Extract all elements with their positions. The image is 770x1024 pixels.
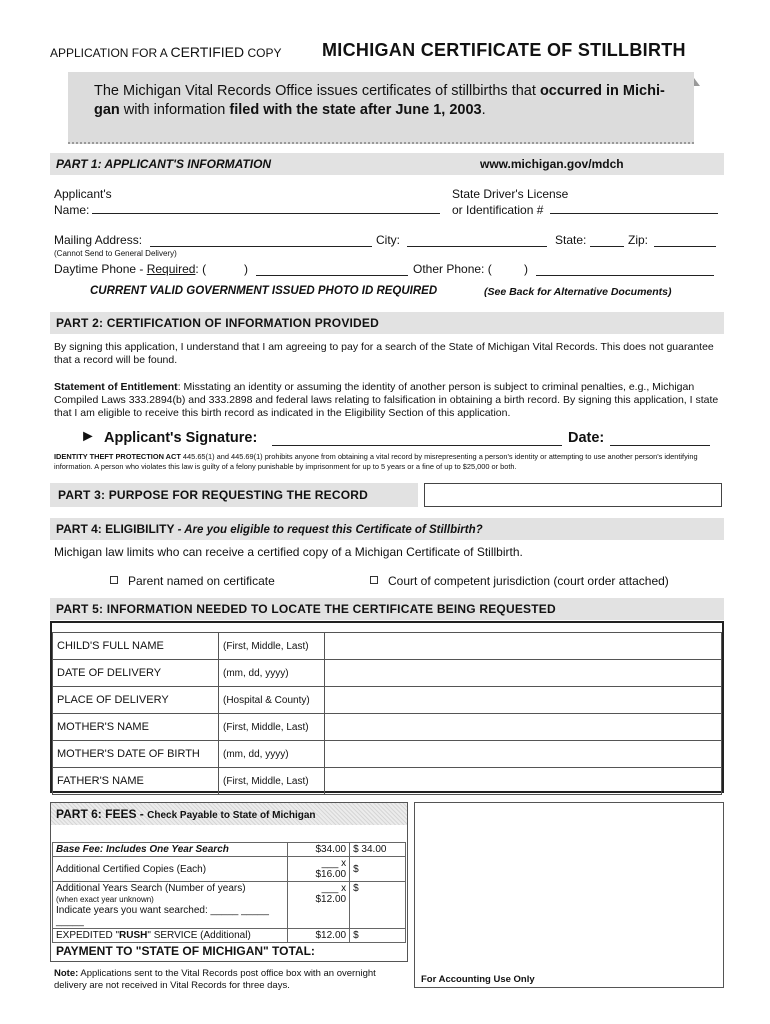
daytime-phone-field[interactable] bbox=[256, 262, 408, 276]
form-title: MICHIGAN CERTIFICATE OF STILLBIRTH bbox=[322, 40, 686, 60]
part2-header bbox=[50, 312, 724, 334]
years-indicate: Indicate years you want searched: _____ _____ _____ bbox=[56, 905, 269, 927]
locate-field-label: MOTHER'S NAME bbox=[53, 714, 219, 741]
license-field[interactable] bbox=[550, 200, 718, 214]
part4-title-wrap bbox=[56, 522, 483, 536]
daytime-phone-label bbox=[54, 262, 206, 276]
table-row bbox=[53, 687, 722, 714]
rush-word: RUSH bbox=[119, 930, 148, 941]
locate-field-hint: (mm, dd, yyyy) bbox=[219, 660, 325, 687]
years-fee: ___ x $12.00 bbox=[288, 882, 350, 929]
locate-field-input[interactable] bbox=[325, 714, 722, 741]
checkbox-court[interactable] bbox=[370, 576, 378, 584]
subtitle-prefix: APPLICATION FOR A bbox=[50, 46, 168, 60]
table-row bbox=[53, 633, 722, 660]
date-field[interactable] bbox=[610, 431, 710, 446]
part4-title: PART 4: ELIGIBILITY bbox=[56, 522, 175, 536]
state-field[interactable] bbox=[590, 233, 624, 247]
city-field[interactable] bbox=[407, 233, 547, 247]
fee-row-years bbox=[53, 882, 406, 929]
locate-table-wrap bbox=[50, 621, 724, 793]
name-label-line2: Name: bbox=[54, 203, 90, 217]
subtitle-emphasis: CERTIFIED bbox=[170, 44, 245, 60]
signature-label: Applicant's Signature: bbox=[104, 430, 258, 446]
applicant-name-field[interactable] bbox=[92, 200, 440, 214]
years-note: (when exact year unknown) bbox=[56, 895, 154, 904]
base-fee-total: $ 34.00 bbox=[350, 843, 406, 857]
base-fee-value: $34.00 bbox=[288, 843, 350, 857]
certification-paragraph: By signing this application, I understand that I am agreeing to pay for a search of the State of Michigan Vital Records. This does not guarantee that a record will be found. bbox=[54, 341, 714, 366]
part3-title: PART 3: PURPOSE FOR REQUESTING THE RECORD bbox=[58, 488, 369, 502]
banner-bold-2: filed with the state after June 1, 2003 bbox=[229, 102, 482, 118]
banner-text-1: The Michigan Vital Records Office issues certificates of stillbirths that bbox=[94, 83, 540, 99]
option-court-label: Court of competent jurisdiction (court order attached) bbox=[388, 574, 669, 588]
copies-label: Additional Certified Copies (Each) bbox=[53, 857, 288, 882]
years-label-cell bbox=[53, 882, 288, 929]
city-label: City: bbox=[376, 233, 400, 247]
table-row bbox=[53, 714, 722, 741]
state-label: State: bbox=[555, 233, 587, 247]
base-fee-label: Base Fee: Includes One Year Search bbox=[53, 843, 288, 857]
fee-row-rush bbox=[53, 929, 406, 943]
part6-title: PART 6: FEES - bbox=[56, 807, 148, 821]
banner-bold-1: occurred in Michi-gan bbox=[94, 83, 665, 118]
itpa-text: 445.65(1) and 445.69(1) prohibits anyone from obtaining a vital record by misrepresenting a person's identity or attempting to use another person's identifying information. A person who violates this law is guilty of a felony punishable by imprisonment for up to 5 years or a fine of up to $25,000 or both. bbox=[54, 452, 698, 471]
paren-close: ) bbox=[244, 262, 248, 276]
paren-open: : ( bbox=[195, 262, 207, 276]
rush-text-1: EXPEDITED " bbox=[56, 930, 120, 941]
part1-url: www.michigan.gov/mdch bbox=[480, 157, 624, 171]
locate-field-hint: (First, Middle, Last) bbox=[219, 633, 325, 660]
entitlement-paragraph bbox=[54, 381, 720, 420]
fee-row-base bbox=[53, 843, 406, 857]
itpa-label: IDENTITY THEFT PROTECTION ACT bbox=[54, 452, 181, 461]
years-label: Additional Years Search (Number of years) bbox=[56, 883, 246, 894]
locate-field-label: DATE OF DELIVERY bbox=[53, 660, 219, 687]
rush-fee: $12.00 bbox=[288, 929, 350, 943]
see-back-notice: (See Back for Alternative Documents) bbox=[484, 286, 672, 298]
part2-title: PART 2: CERTIFICATION OF INFORMATION PROVIDED bbox=[56, 316, 379, 330]
purpose-field[interactable] bbox=[424, 483, 722, 507]
mailing-address-label: Mailing Address: bbox=[54, 233, 143, 247]
name-label-line1: Applicant's bbox=[54, 187, 112, 201]
rush-total[interactable]: $ bbox=[350, 929, 406, 943]
locate-field-input[interactable] bbox=[325, 633, 722, 660]
note-text: Applications sent to the Vital Records post office box with an overnight delivery are not received in Vital Records for three days. bbox=[54, 968, 376, 991]
other-close: ) bbox=[524, 262, 528, 276]
option-parent-label: Parent named on certificate bbox=[128, 574, 275, 588]
part6-header bbox=[51, 803, 407, 825]
table-row bbox=[53, 741, 722, 768]
table-row bbox=[53, 768, 722, 795]
part5-header bbox=[50, 598, 724, 620]
part1-title: PART 1: APPLICANT'S INFORMATION bbox=[56, 157, 272, 171]
locate-field-input[interactable] bbox=[325, 741, 722, 768]
mailing-note: (Cannot Send to General Delivery) bbox=[54, 249, 177, 258]
identity-theft-notice bbox=[54, 452, 722, 472]
subtitle-suffix: COPY bbox=[247, 46, 282, 60]
locate-field-hint: (First, Middle, Last) bbox=[219, 768, 325, 795]
fee-note bbox=[54, 968, 406, 992]
other-phone-field[interactable] bbox=[536, 262, 714, 276]
locate-table bbox=[52, 632, 722, 795]
form-subtitle bbox=[50, 44, 281, 60]
locate-field-label: PLACE OF DELIVERY bbox=[53, 687, 219, 714]
eligibility-description: Michigan law limits who can receive a certified copy of a Michigan Certificate of Stillbirth. bbox=[54, 545, 523, 559]
accounting-box bbox=[414, 802, 724, 988]
table-row bbox=[53, 660, 722, 687]
years-total[interactable]: $ bbox=[350, 882, 406, 929]
banner-shadow bbox=[694, 78, 700, 86]
arrow-icon: ► bbox=[80, 428, 96, 445]
banner-text bbox=[94, 82, 690, 120]
locate-field-hint: (Hospital & County) bbox=[219, 687, 325, 714]
part4-header bbox=[50, 518, 724, 540]
locate-field-hint: (First, Middle, Last) bbox=[219, 714, 325, 741]
copies-total[interactable]: $ bbox=[350, 857, 406, 882]
locate-field-label: MOTHER'S DATE OF BIRTH bbox=[53, 741, 219, 768]
zip-label: Zip: bbox=[628, 233, 649, 247]
locate-field-label: FATHER'S NAME bbox=[53, 768, 219, 795]
entitlement-label: Statement of Entitlement bbox=[54, 381, 178, 393]
other-phone-label: Other Phone: ( bbox=[413, 262, 492, 276]
locate-field-input[interactable] bbox=[325, 687, 722, 714]
rush-label bbox=[53, 929, 288, 943]
banner-text-3: . bbox=[481, 102, 486, 118]
fee-row-copies bbox=[53, 857, 406, 882]
accounting-label: For Accounting Use Only bbox=[421, 974, 535, 985]
zip-field[interactable] bbox=[654, 233, 716, 247]
signature-field[interactable] bbox=[272, 431, 562, 446]
copies-fee: ___ x $16.00 bbox=[288, 857, 350, 882]
part3-header bbox=[50, 483, 418, 507]
part6-subtitle: Check Payable to State of Michigan bbox=[147, 810, 316, 821]
payment-total-label: PAYMENT TO "STATE OF MICHIGAN" TOTAL: bbox=[56, 944, 315, 958]
checkbox-parent[interactable] bbox=[110, 576, 118, 584]
note-label: Note: bbox=[54, 968, 79, 979]
option-parent[interactable] bbox=[110, 574, 275, 588]
locate-field-label: CHILD'S FULL NAME bbox=[53, 633, 219, 660]
required-text: Required bbox=[146, 262, 196, 276]
part6-title-wrap bbox=[56, 807, 316, 821]
part5-title: PART 5: INFORMATION NEEDED TO LOCATE THE CERTIFICATE BEING REQUESTED bbox=[56, 602, 556, 616]
mailing-address-field[interactable] bbox=[150, 233, 372, 247]
rush-text-2: " SERVICE (Additional) bbox=[147, 930, 251, 941]
part4-subtitle: - Are you eligible to request this Certificate of Stillbirth? bbox=[174, 524, 483, 536]
day-phone-text: Daytime Phone - bbox=[54, 262, 147, 276]
fee-table bbox=[52, 842, 406, 943]
banner-text-2: with information bbox=[119, 102, 230, 118]
locate-field-input[interactable] bbox=[325, 768, 722, 795]
date-label: Date: bbox=[568, 430, 605, 446]
locate-field-hint: (mm, dd, yyyy) bbox=[219, 741, 325, 768]
part1-header bbox=[50, 153, 724, 175]
option-court[interactable] bbox=[370, 574, 669, 588]
entitlement-text: : Misstating an identity or assuming the identity of another person is subject to criminal penalties, e.g., Michigan Compiled Laws 333.2894(b) and 333.2898 and federal laws relating to falsification in obtaining a birth record. By signing this application, I state that I am eligible to receive this birth record as indicated in the Eligibility Section of this application. bbox=[54, 381, 719, 419]
license-label-line1: State Driver's License bbox=[452, 187, 569, 201]
locate-field-input[interactable] bbox=[325, 660, 722, 687]
license-label-line2: or Identification # bbox=[452, 203, 544, 217]
photo-id-notice: CURRENT VALID GOVERNMENT ISSUED PHOTO ID REQUIRED bbox=[90, 285, 438, 297]
